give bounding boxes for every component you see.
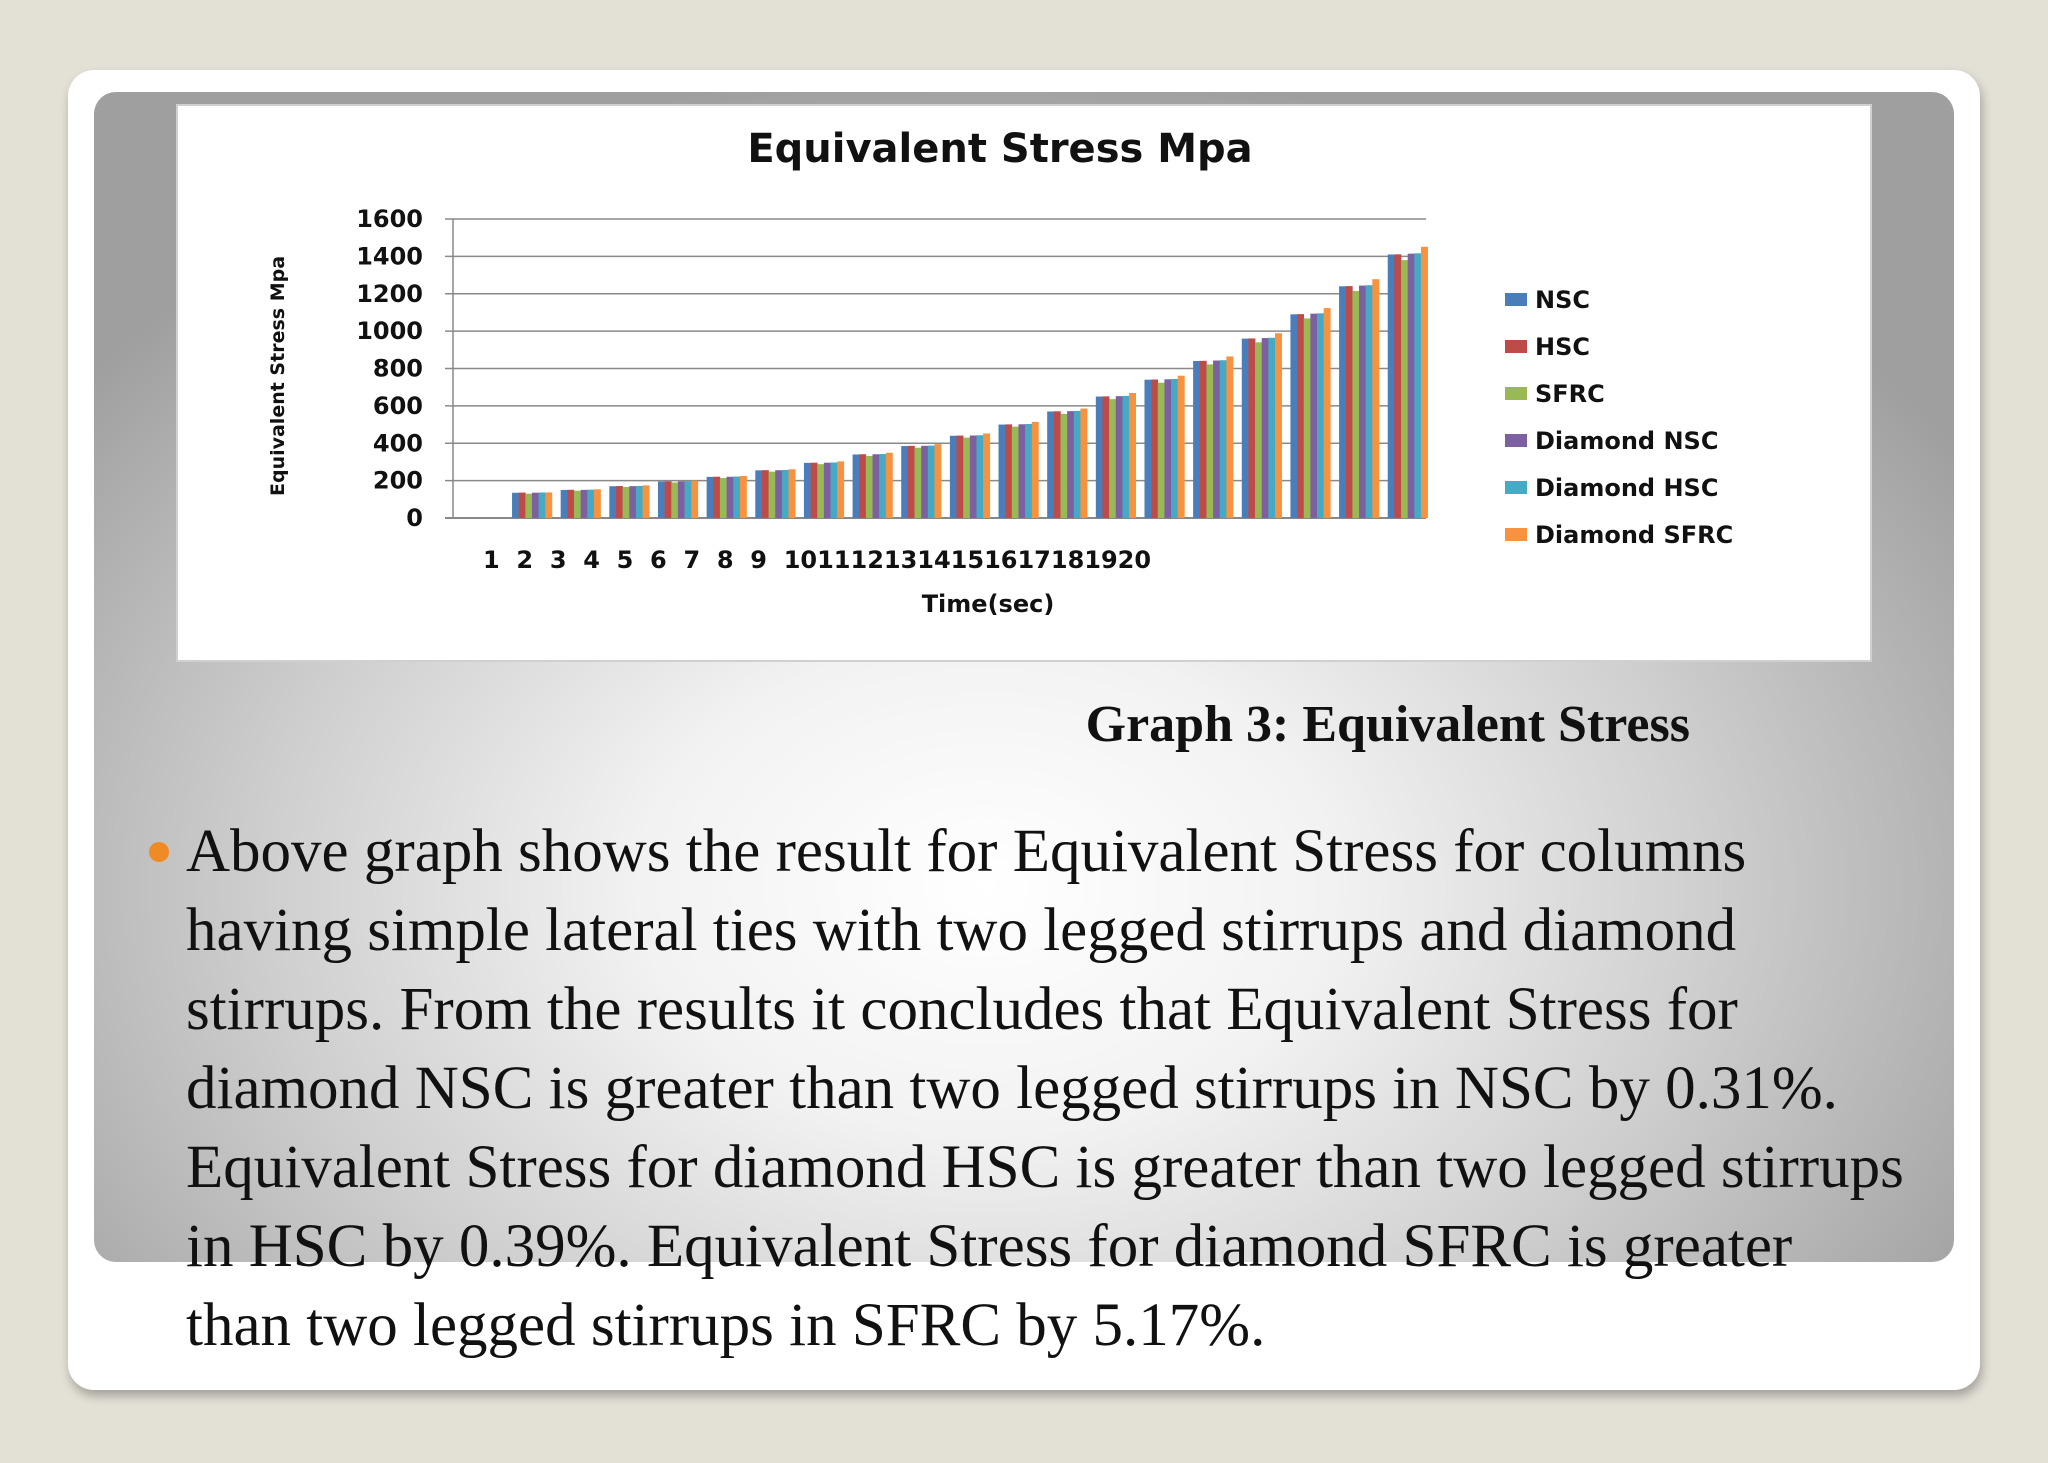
bar-hsc-t4: [616, 486, 623, 518]
bar-nsc-t4: [609, 486, 616, 518]
y-tick-label: 400: [372, 429, 423, 458]
bar-diamond-nsc-t11: [970, 436, 977, 518]
bar-sfrc-t12: [1012, 427, 1019, 518]
bar-diamond-nsc-t14: [1116, 396, 1123, 518]
bar-hsc-t15: [1151, 380, 1158, 518]
bar-diamond-nsc-t13: [1067, 411, 1074, 518]
bar-hsc-t11: [957, 436, 964, 518]
bar-nsc-t18: [1290, 314, 1297, 518]
bar-nsc-t14: [1096, 397, 1103, 518]
legend-swatch-sfrc: [1505, 387, 1527, 400]
bar-nsc-t17: [1242, 339, 1249, 518]
legend-swatch-diamond-nsc: [1505, 434, 1527, 447]
y-tick-label: 600: [372, 391, 423, 420]
legend-label: Diamond SFRC: [1535, 521, 1734, 549]
bar-diamond-nsc-t4: [629, 486, 636, 518]
bar-hsc-t19: [1346, 286, 1353, 518]
bar-sfrc-t16: [1206, 364, 1213, 518]
bar-diamond-sfrc-t4: [643, 485, 650, 518]
bar-diamond-sfrc-t3: [594, 489, 601, 518]
bar-nsc-t5: [658, 482, 665, 518]
y-tick-label: 1600: [356, 205, 423, 233]
bar-diamond-nsc-t2: [532, 493, 539, 518]
bar-diamond-nsc-t7: [775, 470, 782, 518]
bar-diamond-sfrc-t14: [1129, 393, 1136, 518]
bar-diamond-nsc-t3: [581, 490, 588, 518]
bar-nsc-t8: [804, 463, 811, 518]
bar-diamond-sfrc-t20: [1421, 247, 1428, 518]
bar-hsc-t17: [1248, 338, 1255, 518]
bar-diamond-hsc-t7: [782, 470, 789, 518]
bar-sfrc-t9: [866, 456, 873, 518]
bar-diamond-hsc-t6: [733, 477, 740, 518]
bar-hsc-t6: [713, 477, 720, 518]
legend-label: NSC: [1535, 286, 1590, 314]
bar-diamond-hsc-t13: [1074, 411, 1081, 518]
bar-diamond-hsc-t17: [1268, 338, 1275, 518]
bar-diamond-hsc-t16: [1220, 360, 1227, 518]
bar-diamond-nsc-t10: [921, 446, 928, 518]
bar-nsc-t19: [1339, 286, 1346, 518]
bar-diamond-nsc-t12: [1018, 424, 1025, 518]
bar-diamond-nsc-t5: [678, 481, 685, 518]
legend-swatch-hsc: [1505, 340, 1527, 353]
bar-diamond-hsc-t15: [1171, 379, 1178, 518]
bar-diamond-sfrc-t15: [1178, 376, 1185, 518]
bar-nsc-t13: [1047, 411, 1054, 518]
bar-diamond-sfrc-t10: [934, 444, 941, 518]
y-axis-label: Equivalent Stress Mpa: [267, 255, 289, 497]
bar-diamond-sfrc-t7: [789, 469, 796, 518]
bar-hsc-t20: [1394, 254, 1401, 518]
bar-nsc-t6: [707, 477, 714, 518]
bar-sfrc-t3: [574, 491, 581, 518]
bar-diamond-hsc-t20: [1414, 253, 1421, 518]
bar-sfrc-t7: [769, 472, 776, 518]
bar-sfrc-t17: [1255, 342, 1262, 518]
graph-caption: [0, 695, 1690, 754]
bar-nsc-t15: [1144, 380, 1151, 518]
y-tick-label: 0: [406, 504, 423, 532]
bar-diamond-nsc-t15: [1164, 379, 1171, 518]
bar-hsc-t14: [1102, 396, 1109, 518]
bar-sfrc-t4: [623, 487, 630, 518]
legend-label: SFRC: [1535, 380, 1605, 408]
bar-diamond-sfrc-t11: [983, 433, 990, 518]
bullet-icon: [149, 842, 169, 862]
chart-title: Equivalent Stress Mpa: [747, 126, 1253, 172]
bar-diamond-hsc-t9: [879, 454, 886, 518]
bar-diamond-sfrc-t12: [1032, 422, 1039, 518]
bar-diamond-sfrc-t8: [837, 461, 844, 518]
legend-swatch-diamond-sfrc: [1505, 528, 1527, 541]
bar-diamond-sfrc-t16: [1226, 356, 1233, 518]
bar-diamond-hsc-t11: [976, 435, 983, 518]
chart-container: [176, 104, 1872, 662]
bar-nsc-t12: [999, 425, 1006, 518]
bar-diamond-hsc-t4: [636, 486, 643, 518]
bar-diamond-nsc-t6: [727, 477, 734, 518]
bar-diamond-nsc-t19: [1359, 286, 1366, 518]
y-tick-label: 1000: [356, 317, 423, 346]
y-tick-label: 800: [372, 354, 423, 383]
bar-sfrc-t15: [1158, 383, 1165, 518]
bar-hsc-t5: [665, 481, 672, 518]
bar-sfrc-t14: [1109, 399, 1116, 518]
bar-nsc-t3: [561, 490, 568, 518]
bar-sfrc-t19: [1352, 291, 1359, 518]
bar-diamond-sfrc-t18: [1324, 308, 1331, 518]
bar-nsc-t9: [853, 454, 860, 518]
bar-hsc-t18: [1297, 314, 1304, 518]
bar-diamond-nsc-t16: [1213, 361, 1220, 518]
caption-text: Graph 3: Equivalent Stress: [1085, 696, 1690, 753]
bar-diamond-hsc-t3: [587, 490, 594, 518]
bar-hsc-t13: [1054, 411, 1061, 518]
bar-hsc-t10: [908, 446, 915, 518]
bar-diamond-nsc-t17: [1262, 338, 1269, 518]
bar-hsc-t16: [1200, 361, 1207, 518]
legend-label: Diamond HSC: [1535, 474, 1719, 502]
bar-diamond-hsc-t12: [1025, 424, 1032, 518]
legend-label: Diamond NSC: [1535, 427, 1719, 455]
legend: [1505, 286, 1733, 549]
bar-diamond-sfrc-t19: [1372, 279, 1379, 518]
bar-diamond-sfrc-t9: [886, 453, 893, 518]
bar-diamond-sfrc-t5: [691, 481, 698, 518]
bar-nsc-t11: [950, 436, 957, 518]
bar-hsc-t7: [762, 470, 769, 518]
bar-diamond-hsc-t8: [831, 462, 838, 518]
bar-hsc-t2: [519, 493, 526, 518]
bar-hsc-t9: [859, 454, 866, 518]
bar-hsc-t8: [811, 463, 818, 518]
x-axis-label: Time(sec): [921, 590, 1055, 618]
bar-diamond-sfrc-t17: [1275, 333, 1282, 518]
bar-nsc-t16: [1193, 361, 1200, 518]
bar-sfrc-t6: [720, 478, 727, 518]
legend-swatch-nsc: [1505, 293, 1527, 306]
equivalent-stress-chart: [178, 106, 1874, 664]
bar-sfrc-t18: [1304, 318, 1311, 518]
legend-label: HSC: [1535, 333, 1590, 361]
bar-diamond-nsc-t8: [824, 463, 831, 518]
bar-diamond-sfrc-t13: [1080, 409, 1087, 518]
bar-sfrc-t20: [1401, 260, 1408, 518]
y-tick-label: 200: [372, 466, 423, 495]
bar-nsc-t7: [755, 470, 762, 518]
x-tick-labels: 1 2 3 4 5 6 7 8 9 1011121314151617181920: [483, 546, 1152, 574]
y-tick-label: 1400: [356, 242, 423, 271]
bar-sfrc-t10: [915, 448, 922, 518]
bar-diamond-hsc-t14: [1122, 396, 1129, 518]
bar-diamond-sfrc-t6: [740, 476, 747, 518]
bar-sfrc-t2: [525, 494, 532, 518]
legend-swatch-diamond-hsc: [1505, 481, 1527, 494]
bars: [512, 247, 1428, 518]
bar-sfrc-t8: [817, 464, 824, 518]
y-tick-label: 1200: [356, 279, 423, 308]
bar-sfrc-t13: [1060, 414, 1067, 518]
bar-diamond-sfrc-t2: [545, 492, 552, 518]
bar-diamond-hsc-t2: [539, 492, 546, 518]
bar-diamond-hsc-t18: [1317, 313, 1324, 518]
bar-sfrc-t11: [963, 438, 970, 518]
bar-nsc-t10: [901, 446, 908, 518]
bar-diamond-hsc-t19: [1366, 285, 1373, 518]
bar-nsc-t20: [1388, 255, 1395, 518]
bar-nsc-t2: [512, 493, 519, 518]
bar-diamond-nsc-t18: [1310, 314, 1317, 518]
bar-hsc-t12: [1005, 424, 1012, 518]
bar-diamond-hsc-t5: [685, 481, 692, 518]
bar-diamond-hsc-t10: [928, 446, 935, 518]
bar-diamond-nsc-t20: [1408, 254, 1415, 518]
bar-diamond-nsc-t9: [873, 454, 880, 518]
bar-hsc-t3: [567, 490, 574, 518]
bar-sfrc-t5: [671, 482, 678, 518]
bullet-paragraph: Above graph shows the result for Equivalent Stress for columns having simple lateral ties with two legged stirrups and diamond stirrups. From the results it concludes that Equivalent Stress for diamond NSC is greater than two legged stirrups in NSC by 0.31%. Equivalent Stress for diamond HSC is greater than two legged stirrups in HSC by 0.39%. Equivalent Stress for diamond SFRC is greater than two legged stirrups in SFRC by 5.17%.: [186, 818, 1904, 1359]
